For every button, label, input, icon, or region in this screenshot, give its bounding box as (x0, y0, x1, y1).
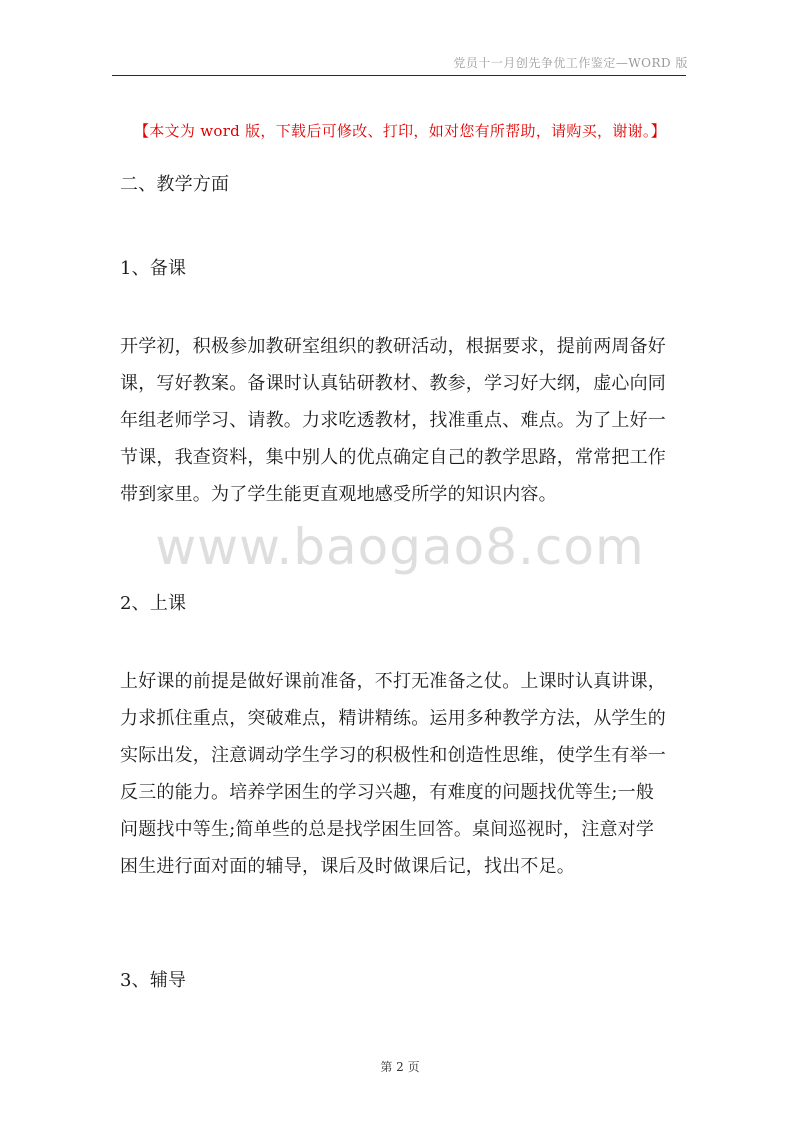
paragraph-line: 上好课的前提是做好课前准备，不打无准备之仗。上课时认真讲课， (120, 671, 666, 692)
subheading-tutoring: 3、辅导 (120, 970, 187, 991)
running-header: 党员十一月创先争优工作鉴定—WORD 版 (453, 56, 688, 70)
paragraph-line: 问题找中等生;简单些的总是找学困生回答。桌间巡视时，注意对学 (120, 819, 655, 840)
paragraph-line: 困生进行面对面的辅导，课后及时做课后记，找出不足。 (120, 856, 575, 877)
paragraph-line: 实际出发，注意调动学生学习的积极性和创造性思维，使学生有举一 (120, 745, 666, 766)
header-divider (112, 75, 686, 76)
paragraph-teaching (120, 663, 690, 885)
subheading-teaching: 2、上课 (120, 593, 187, 614)
paragraph-lesson-prep (120, 328, 690, 513)
paragraph-line: 带到家里。为了学生能更直观地感受所学的知识内容。 (120, 484, 557, 505)
subheading-lesson-prep: 1、备课 (120, 258, 187, 279)
paragraph-line: 力求抓住重点，突破难点，精讲精练。运用多种教学方法，从学生的 (120, 708, 666, 729)
paragraph-line: 开学初，积极参加教研室组织的教研活动，根据要求，提前两周备好 (120, 336, 666, 357)
paragraph-line: 反三的能力。培养学困生的学习兴趣，有难度的问题找优等生;一般 (120, 782, 655, 803)
purchase-notice: 【本文为 word 版，下载后可修改、打印，如对您有所帮助，请购买，谢谢。】 (133, 122, 667, 140)
section-heading: 二、教学方面 (120, 174, 230, 195)
paragraph-line: 节课，我查资料，集中别人的优点确定自己的教学思路，常常把工作 (120, 447, 666, 468)
site-watermark: www.baogao8.com (155, 518, 645, 576)
paragraph-line: 年组老师学习、请教。力求吃透教材，找准重点、难点。为了上好一 (120, 410, 666, 431)
page-number: 第 2 页 (380, 1060, 420, 1074)
paragraph-line: 课，写好教案。备课时认真钻研教材、教参，学习好大纲，虚心向同 (120, 373, 666, 394)
